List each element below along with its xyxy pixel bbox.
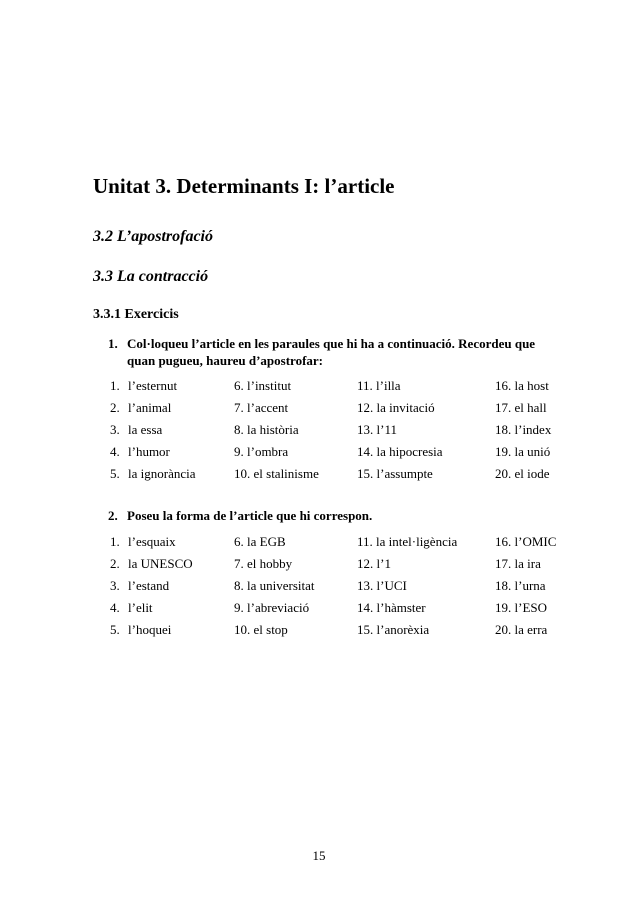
exercise-2-number: 2. (108, 508, 118, 523)
item-number: 1. (110, 378, 120, 393)
list-row (0, 444, 638, 466)
list-item: 16. l’OMIC (495, 534, 557, 549)
list-item: 20. la erra (495, 622, 548, 637)
item-number: 3. (110, 578, 120, 593)
list-item: 17. el hall (495, 400, 547, 415)
exercise-1-number: 1. (108, 336, 118, 351)
list-item: 12. la invitació (357, 400, 435, 415)
list-item: 11. la intel·ligència (357, 534, 458, 549)
list-row (0, 556, 638, 578)
list-item: l’humor (128, 444, 170, 459)
list-item: 17. la ira (495, 556, 541, 571)
list-row (0, 622, 638, 644)
item-number: 5. (110, 466, 120, 481)
list-item: l’hoquei (128, 622, 172, 637)
list-item: l’estand (128, 578, 170, 593)
list-item: 15. l’assumpte (357, 466, 433, 481)
page-title: Unitat 3. Determinants I: l’article (93, 174, 395, 198)
item-number: 3. (110, 422, 120, 437)
list-item: 9. l’ombra (234, 444, 289, 459)
list-item: 10. el stalinisme (234, 466, 319, 481)
list-row (0, 534, 638, 556)
list-item: 11. l’illa (357, 378, 401, 393)
list-item: 10. el stop (234, 622, 288, 637)
list-item: 13. l’11 (357, 422, 397, 437)
list-item: l’animal (128, 400, 172, 415)
list-item: l’elit (128, 600, 153, 615)
exercise-1-instruction (108, 335, 557, 369)
page-number: 15 (312, 848, 326, 863)
list-row (0, 578, 638, 600)
list-item: 16. la host (495, 378, 549, 393)
list-row (0, 422, 638, 444)
list-item: 12. l’1 (357, 556, 391, 571)
list-item: 15. l’anorèxia (357, 622, 430, 637)
exercise-2-text: Poseu la forma de l’article que hi correspon. (127, 508, 373, 523)
list-item: 18. l’index (495, 422, 552, 437)
list-item: 14. la hipocresia (357, 444, 443, 459)
section-heading-contraccio: 3.3 La contracció (93, 268, 209, 285)
list-item: l’esternut (128, 378, 178, 393)
list-item: 9. l’abreviació (234, 600, 310, 615)
item-number: 4. (110, 444, 120, 459)
list-item: 19. l’ESO (495, 600, 547, 615)
list-item: 8. la universitat (234, 578, 315, 593)
list-item: 13. l’UCI (357, 578, 407, 593)
list-item: 7. el hobby (234, 556, 293, 571)
list-item: 14. l’hàmster (357, 600, 426, 615)
list-item: 19. la unió (495, 444, 551, 459)
item-number: 4. (110, 600, 120, 615)
list-item: l’esquaix (128, 534, 176, 549)
list-item: la ignorància (128, 466, 196, 481)
item-number: 2. (110, 400, 120, 415)
list-item: 6. l’institut (234, 378, 292, 393)
list-item: 18. l’urna (495, 578, 546, 593)
list-item: 6. la EGB (234, 534, 286, 549)
item-number: 2. (110, 556, 120, 571)
list-item: la essa (128, 422, 163, 437)
item-number: 5. (110, 622, 120, 637)
section-heading-apostrofacio: 3.2 L’apostrofació (93, 228, 213, 245)
exercise-2-instruction (108, 507, 557, 524)
subsection-heading-exercicis: 3.3.1 Exercicis (93, 307, 179, 322)
list-item: la UNESCO (128, 556, 193, 571)
exercise-1-text: Col·loqueu l’article en les paraules que hi ha a continuació. Recordeu que quan pugueu, haureu d’apostrofar: (127, 336, 536, 368)
list-item: 20. el iode (495, 466, 550, 481)
list-row (0, 378, 638, 400)
list-row (0, 466, 638, 488)
list-item: 7. l’accent (234, 400, 289, 415)
item-number: 1. (110, 534, 120, 549)
list-row (0, 600, 638, 622)
list-row (0, 400, 638, 422)
list-item: 8. la història (234, 422, 299, 437)
